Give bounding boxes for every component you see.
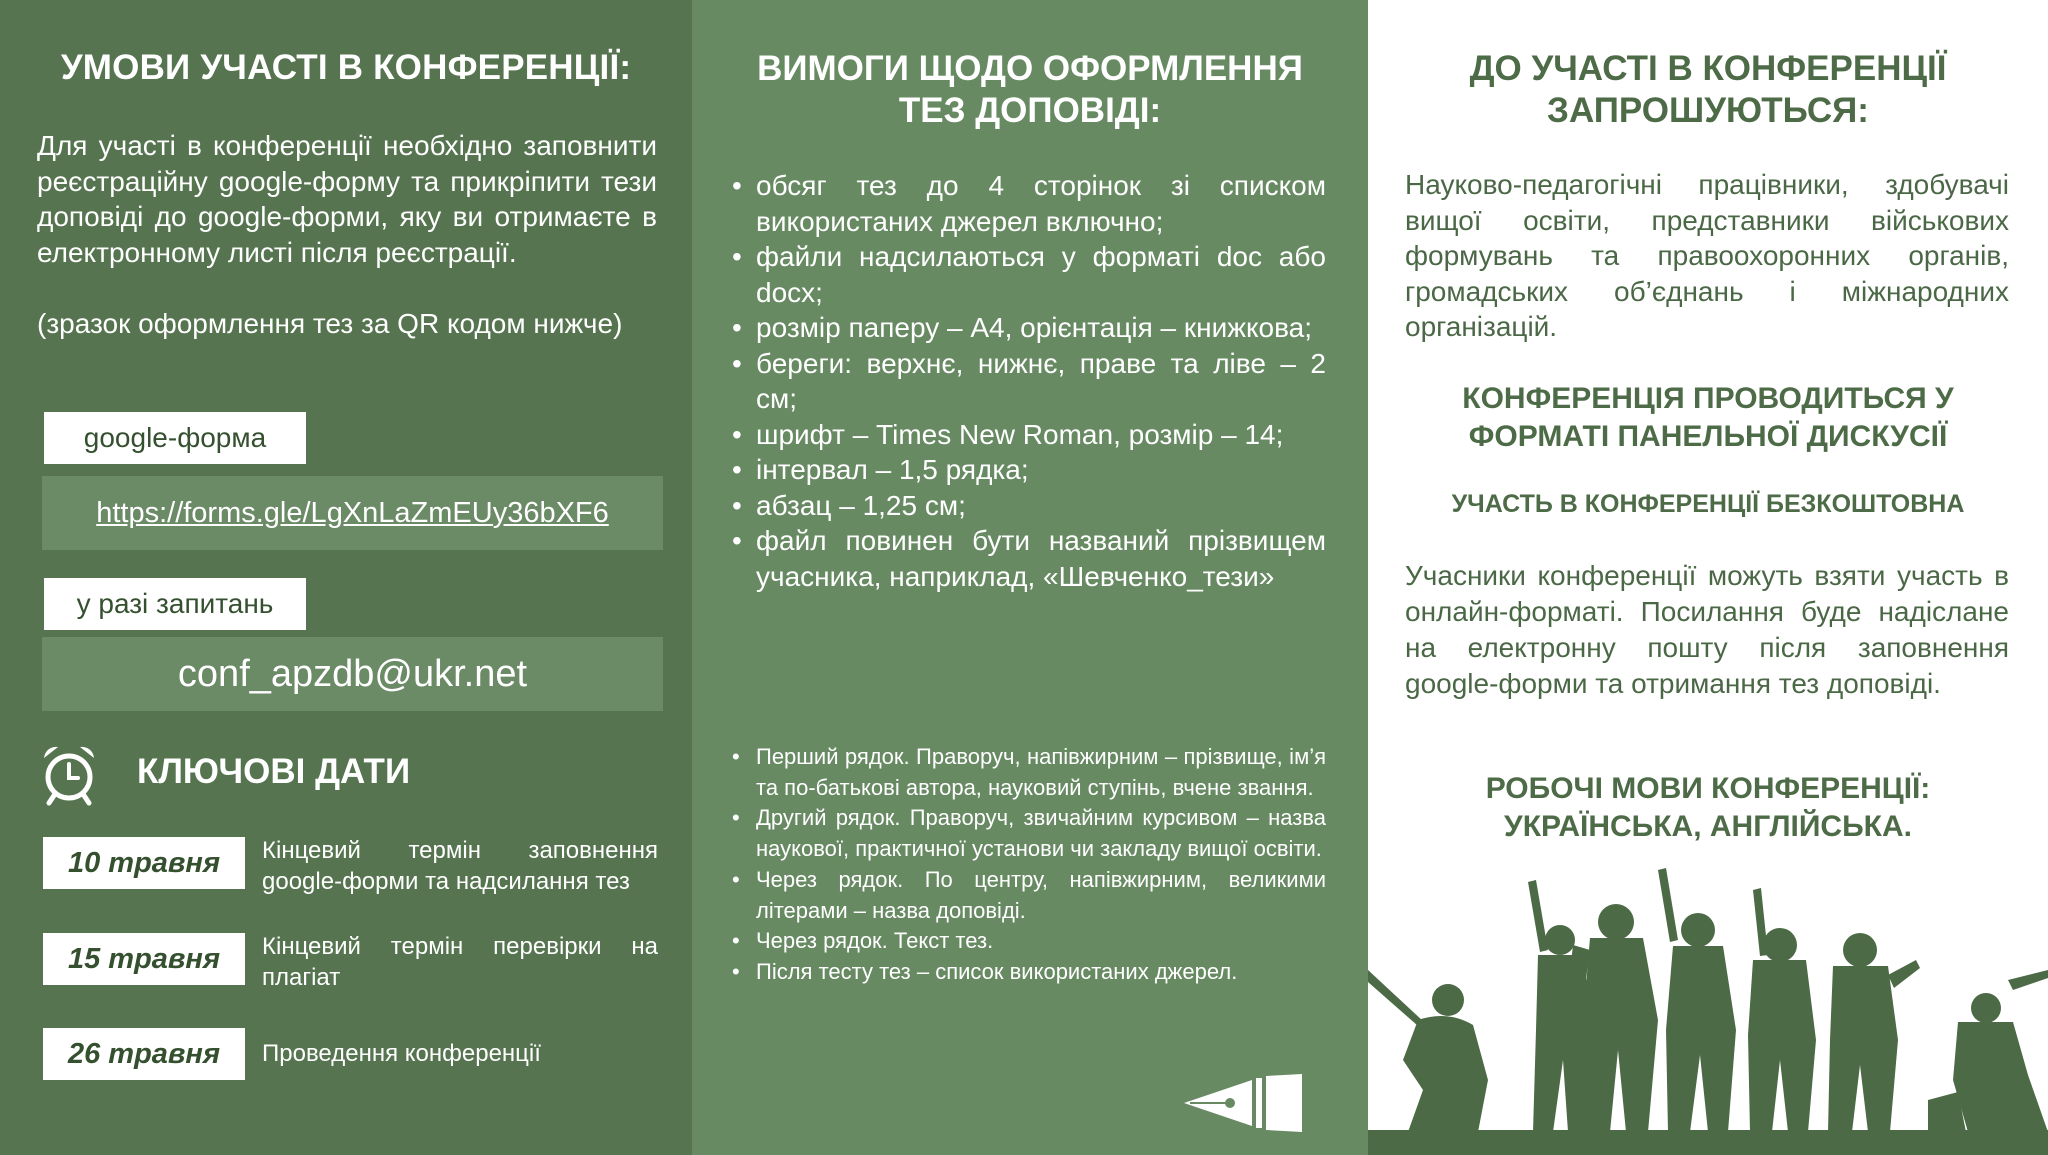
requirements-title-line1: ВИМОГИ ЩОДО ОФОРМЛЕННЯ <box>757 49 1303 88</box>
requirements-list <box>736 168 1326 594</box>
key-date-description: Проведення конференції <box>262 1040 541 1067</box>
conditions-intro: Для участі в конференції необхідно заповнити реєстраційну google-форму та прикріпити тези доповіді до google-форми, яку ви отримаєте в електронному листі після реєстрації. <box>37 130 657 268</box>
requirements-title-line2: ТЕЗ ДОПОВІДІ: <box>898 91 1162 130</box>
invite-title-line1: ДО УЧАСТІ В КОНФЕРЕНЦІЇ <box>1469 49 1947 88</box>
fountain-pen-icon <box>1182 1074 1304 1132</box>
structure-list <box>736 742 1326 988</box>
format-heading-line1: КОНФЕРЕНЦІЯ ПРОВОДИТЬСЯ У <box>1462 382 1954 415</box>
requirements-panel <box>692 0 1368 1155</box>
languages-heading-line2: УКРАЇНСЬКА, АНГЛІЙСЬКА. <box>1504 810 1912 843</box>
key-date-description: Кінцевий термін перевірки на плагіат <box>262 933 658 991</box>
google-form-label: google-форма <box>44 412 306 464</box>
conditions-intro-note: (зразок оформлення тез за QR кодом нижче) <box>37 308 623 339</box>
free-participation-heading: УЧАСТЬ В КОНФЕРЕНЦІЇ БЕЗКОШТОВНА <box>1451 490 1965 518</box>
key-date: 26 травня <box>43 1028 245 1080</box>
list-item: • файл повинен бути названий прізвищем учасника, наприклад, «Шевченко_тези» <box>736 523 1326 594</box>
invite-text: Науково-педагогічні працівники, здобувачі вищої освіти, представники військових формувань та правоохоронних органів, громадських об’єднань і міжнародних організацій. <box>1405 169 2009 342</box>
invite-title-line2: ЗАПРОШУЮТЬСЯ: <box>1547 91 1869 130</box>
format-heading <box>1368 380 2048 456</box>
format-heading-line2: ФОРМАТІ ПАНЕЛЬНОЇ ДИСКУСІЇ <box>1468 420 1948 453</box>
contact-label: у разі запитань <box>44 578 306 630</box>
list-item: • шрифт – Times New Roman, розмір – 14; <box>736 417 1326 453</box>
contact-email[interactable]: conf_apzdb@ukr.net <box>42 637 663 711</box>
key-date-description: Кінцевий термін заповнення google-форми та надсилання тез <box>262 837 658 895</box>
key-date: 15 травня <box>43 933 245 985</box>
list-item: • Через рядок. По центру, напівжирним, великими літерами – назва доповіді. <box>736 865 1326 926</box>
list-item: • файли надсилаються у форматі doc або docx; <box>736 239 1326 310</box>
invite-title <box>1368 48 2048 132</box>
key-dates-title: КЛЮЧОВІ ДАТИ <box>137 752 411 791</box>
languages-heading <box>1368 770 2048 846</box>
list-item: • обсяг тез до 4 сторінок зі списком використаних джерел включно; <box>736 168 1326 239</box>
list-item: • Через рядок. Текст тез. <box>736 926 1326 957</box>
conditions-title: УМОВИ УЧАСТІ В КОНФЕРЕНЦІЇ: <box>60 48 632 87</box>
alarm-clock-icon <box>40 744 98 806</box>
list-item: • береги: верхнє, нижнє, праве та ліве – 2 см; <box>736 346 1326 417</box>
list-item: • Перший рядок. Праворуч, напівжирним – прізвище, ім’я та по-батькові автора, науковий ступінь, вчене звання. <box>736 742 1326 803</box>
google-form-link[interactable]: https://forms.gle/LgXnLaZmEUy36bXF6 <box>42 476 663 550</box>
conditions-panel <box>0 0 692 1155</box>
languages-heading-line1: РОБОЧІ МОВИ КОНФЕРЕНЦІЇ: <box>1485 772 1931 805</box>
requirements-title <box>692 48 1368 132</box>
list-item: • Другий рядок. Праворуч, звичайним курсивом – назва наукової, практичної установи чи закладу вищої освіти. <box>736 803 1326 864</box>
list-item: • Після тесту тез – список використаних джерел. <box>736 957 1326 988</box>
list-item: • інтервал – 1,5 рядка; <box>736 452 1326 488</box>
list-item: • розмір паперу – А4, орієнтація – книжкова; <box>736 310 1326 346</box>
key-date: 10 травня <box>43 837 245 889</box>
invite-panel <box>1368 0 2048 1155</box>
list-item: • абзац – 1,25 см; <box>736 488 1326 524</box>
online-format-text: Учасники конференції можуть взяти участь в онлайн-форматі. Посилання буде надіслане на електронну пошту після заповнення google-форми та отримання тез доповіді. <box>1405 560 2009 699</box>
soldiers-silhouette-illustration <box>1368 860 2048 1155</box>
